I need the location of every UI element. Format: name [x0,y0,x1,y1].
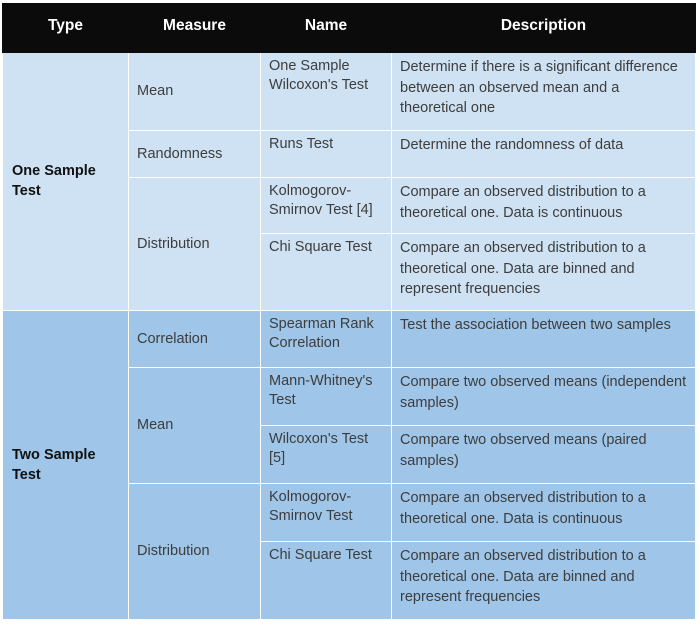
measure-cell: Mean [129,53,261,131]
header-row [3,4,696,53]
measure-cell: Mean [129,368,261,484]
one-sample-group [3,53,696,311]
measure-cell: Distribution [129,178,261,311]
type-cell: One Sample Test [3,53,129,311]
header-measure: Measure [129,4,261,53]
header-type: Type [3,4,129,53]
table-header [3,4,696,53]
test-name-cell: Kolmogorov-Smirnov Test [261,484,392,542]
test-name-cell: Runs Test [261,131,392,178]
table-row [3,311,696,368]
test-description-cell: Compare two observed means (independent samples) [392,368,696,426]
table-row [3,53,696,131]
test-name-cell: Chi Square Test [261,542,392,620]
test-description-cell: Compare two observed means (paired samples) [392,426,696,484]
statistical-tests-table [2,3,696,620]
test-description-cell: Determine if there is a significant difference between an observed mean and a theoretical one [392,53,696,131]
header-name: Name [261,4,392,53]
test-description-cell: Compare an observed distribution to a theoretical one. Data are binned and represent frequencies [392,542,696,620]
measure-cell: Randomness [129,131,261,178]
test-description-cell: Determine the randomness of data [392,131,696,178]
test-description-cell: Compare an observed distribution to a theoretical one. Data is continuous [392,178,696,234]
header-description: Description [392,4,696,53]
test-name-cell: Kolmogorov-Smirnov Test [4] [261,178,392,234]
test-name-cell: One Sample Wilcoxon's Test [261,53,392,131]
test-description-cell: Test the association between two samples [392,311,696,368]
type-cell: Two Sample Test [3,311,129,620]
two-sample-group [3,311,696,620]
test-description-cell: Compare an observed distribution to a theoretical one. Data are binned and represent frequencies [392,234,696,311]
test-description-cell: Compare an observed distribution to a theoretical one. Data is continuous [392,484,696,542]
test-name-cell: Spearman Rank Correlation [261,311,392,368]
test-name-cell: Wilcoxon's Test [5] [261,426,392,484]
test-name-cell: Mann-Whitney's Test [261,368,392,426]
measure-cell: Distribution [129,484,261,620]
measure-cell: Correlation [129,311,261,368]
test-name-cell: Chi Square Test [261,234,392,311]
